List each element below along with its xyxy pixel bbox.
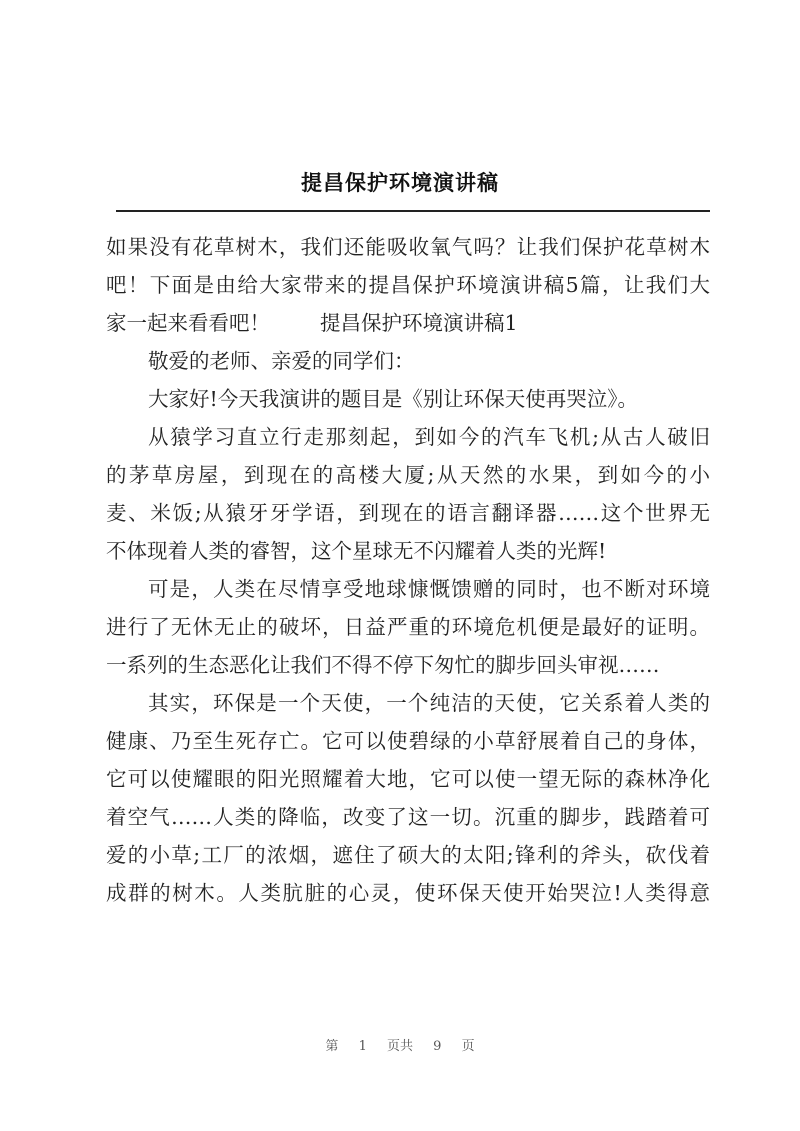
text-line: 它可以使耀眼的阳光照耀着大地，它可以使一望无际的森林净化 <box>106 767 710 791</box>
text-line-mixed <box>106 304 710 342</box>
footer-suffix: 页 <box>461 1039 475 1054</box>
total-pages: 9 <box>433 1039 442 1054</box>
text-line: 麦、米饭;从猿牙牙学语，到现在的语言翻译器……这个世界无 <box>106 501 710 525</box>
footer-mid: 页共 <box>386 1039 413 1054</box>
footer-prefix: 第 <box>325 1039 339 1054</box>
text-line: 一系列的生态恶化让我们不得不停下匆忙的脚步回头审视…… <box>106 653 660 677</box>
text-line: 其实，环保是一个天使，一个纯洁的天使，它关系着人类的 <box>148 691 710 715</box>
text-line: 成群的树木。人类肮脏的心灵，使环保天使开始哭泣!人类得意 <box>106 881 710 905</box>
greeting: 大家好!今天我演讲的题目是《别让环保天使再哭泣》。 <box>148 387 638 411</box>
text-line: 如果没有花草树木，我们还能吸收氧气吗？让我们保护花草树木 <box>106 235 710 259</box>
text-line: 进行了无休无止的破坏，日益严重的环境危机便是最好的证明。 <box>106 615 710 639</box>
page-number: 1 <box>358 1039 367 1054</box>
text-line: 吧！下面是由给大家带来的提昌保护环境演讲稿5篇，让我们大 <box>106 273 710 297</box>
text-fragment: 家一起来看看吧！ <box>106 311 270 335</box>
salutation: 敬爱的老师、亲爱的同学们： <box>148 349 415 373</box>
section-heading: 提昌保护环境演讲稿1 <box>320 311 518 335</box>
title-divider <box>116 210 710 212</box>
document-body <box>106 228 710 912</box>
text-line: 从猿学习直立行走那刻起，到如今的汽车飞机;从古人破旧 <box>148 425 710 449</box>
text-line: 的茅草房屋，到现在的高楼大厦;从天然的水果，到如今的小 <box>106 463 710 487</box>
text-line: 不体现着人类的睿智，这个星球无不闪耀着人类的光辉! <box>106 539 607 563</box>
text-line: 可是，人类在尽情享受地球慷慨馈赠的同时，也不断对环境 <box>148 577 710 601</box>
text-line: 爱的小草;工厂的浓烟，遮住了硕大的太阳;锋利的斧头，砍伐着 <box>106 843 710 867</box>
page-footer <box>0 1035 800 1054</box>
text-line: 健康、乃至生死存亡。它可以使碧绿的小草舒展着自己的身体， <box>106 729 710 753</box>
page-title: 提昌保护环境演讲稿 <box>301 171 499 195</box>
text-line: 着空气……人类的降临，改变了这一切。沉重的脚步，践踏着可 <box>106 805 710 829</box>
